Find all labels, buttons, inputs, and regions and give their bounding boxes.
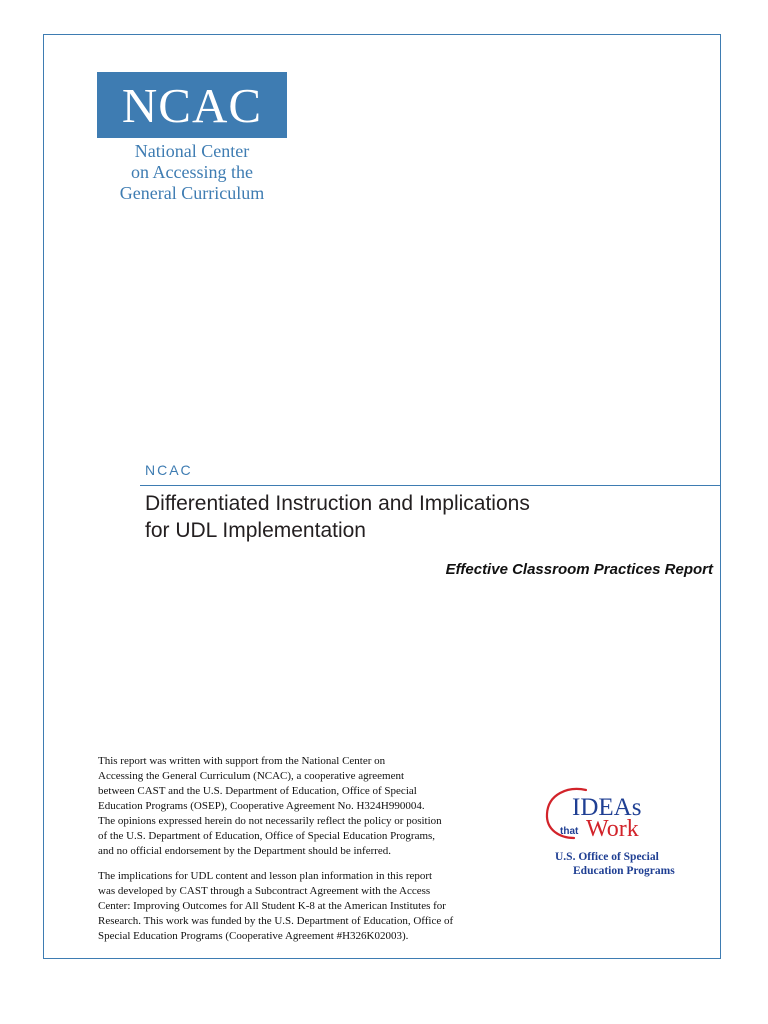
- implications-paragraph: [98, 869, 528, 944]
- paragraph-line: Education Programs (OSEP), Cooperative Agreement No. H324H990004.: [98, 800, 425, 812]
- logo-subtitle-line: General Curriculum: [119, 183, 265, 203]
- paragraph-line: Research. This work was funded by the U.S. Department of Education, Office of: [98, 915, 454, 927]
- paragraph-line: Special Education Programs (Cooperative Agreement #H326K02003).: [98, 930, 409, 942]
- paragraph-line: This report was written with support from the National Center on: [98, 755, 386, 767]
- title-line: for UDL Implementation: [145, 519, 366, 542]
- paragraph-line: between CAST and the U.S. Department of Education, Office of Special: [98, 785, 417, 797]
- paragraph-line: Accessing the General Curriculum (NCAC), a cooperative agreement: [98, 770, 405, 782]
- title-line: Differentiated Instruction and Implications: [145, 492, 530, 515]
- ideas-that-work-logo: [540, 780, 690, 880]
- report-type-label: Effective Classroom Practices Report: [445, 561, 713, 578]
- paragraph-line: and no official endorsement by the Department should be inferred.: [98, 845, 392, 857]
- ncac-logo-text: NCAC: [121, 77, 263, 133]
- document-title: [145, 490, 705, 544]
- ideas-caption-line: U.S. Office of Special: [555, 851, 659, 863]
- paragraph-line: The opinions expressed herein do not necessarily reflect the policy or position: [98, 815, 442, 827]
- ncac-logo-subtitle: [94, 141, 290, 204]
- funding-paragraph: [98, 754, 528, 859]
- paragraph-line: The implications for UDL content and lesson plan information in this report: [98, 870, 433, 882]
- ideas-word: IDEAs: [572, 794, 642, 821]
- title-divider: [140, 485, 721, 486]
- logo-subtitle-line: National Center: [134, 141, 250, 161]
- paragraph-line: Center: Improving Outcomes for All Student K-8 at the American Institutes for: [98, 900, 446, 912]
- paragraph-line: was developed by CAST through a Subcontract Agreement with the Access: [98, 885, 431, 897]
- paragraph-line: of the U.S. Department of Education, Office of Special Education Programs,: [98, 830, 436, 842]
- ncac-logo: [97, 72, 287, 138]
- logo-subtitle-line: on Accessing the: [131, 162, 253, 182]
- header-kicker: NCAC: [145, 462, 193, 478]
- that-word: that: [560, 826, 579, 837]
- work-word: Work: [586, 816, 639, 842]
- ideas-caption-line: Education Programs: [573, 865, 675, 877]
